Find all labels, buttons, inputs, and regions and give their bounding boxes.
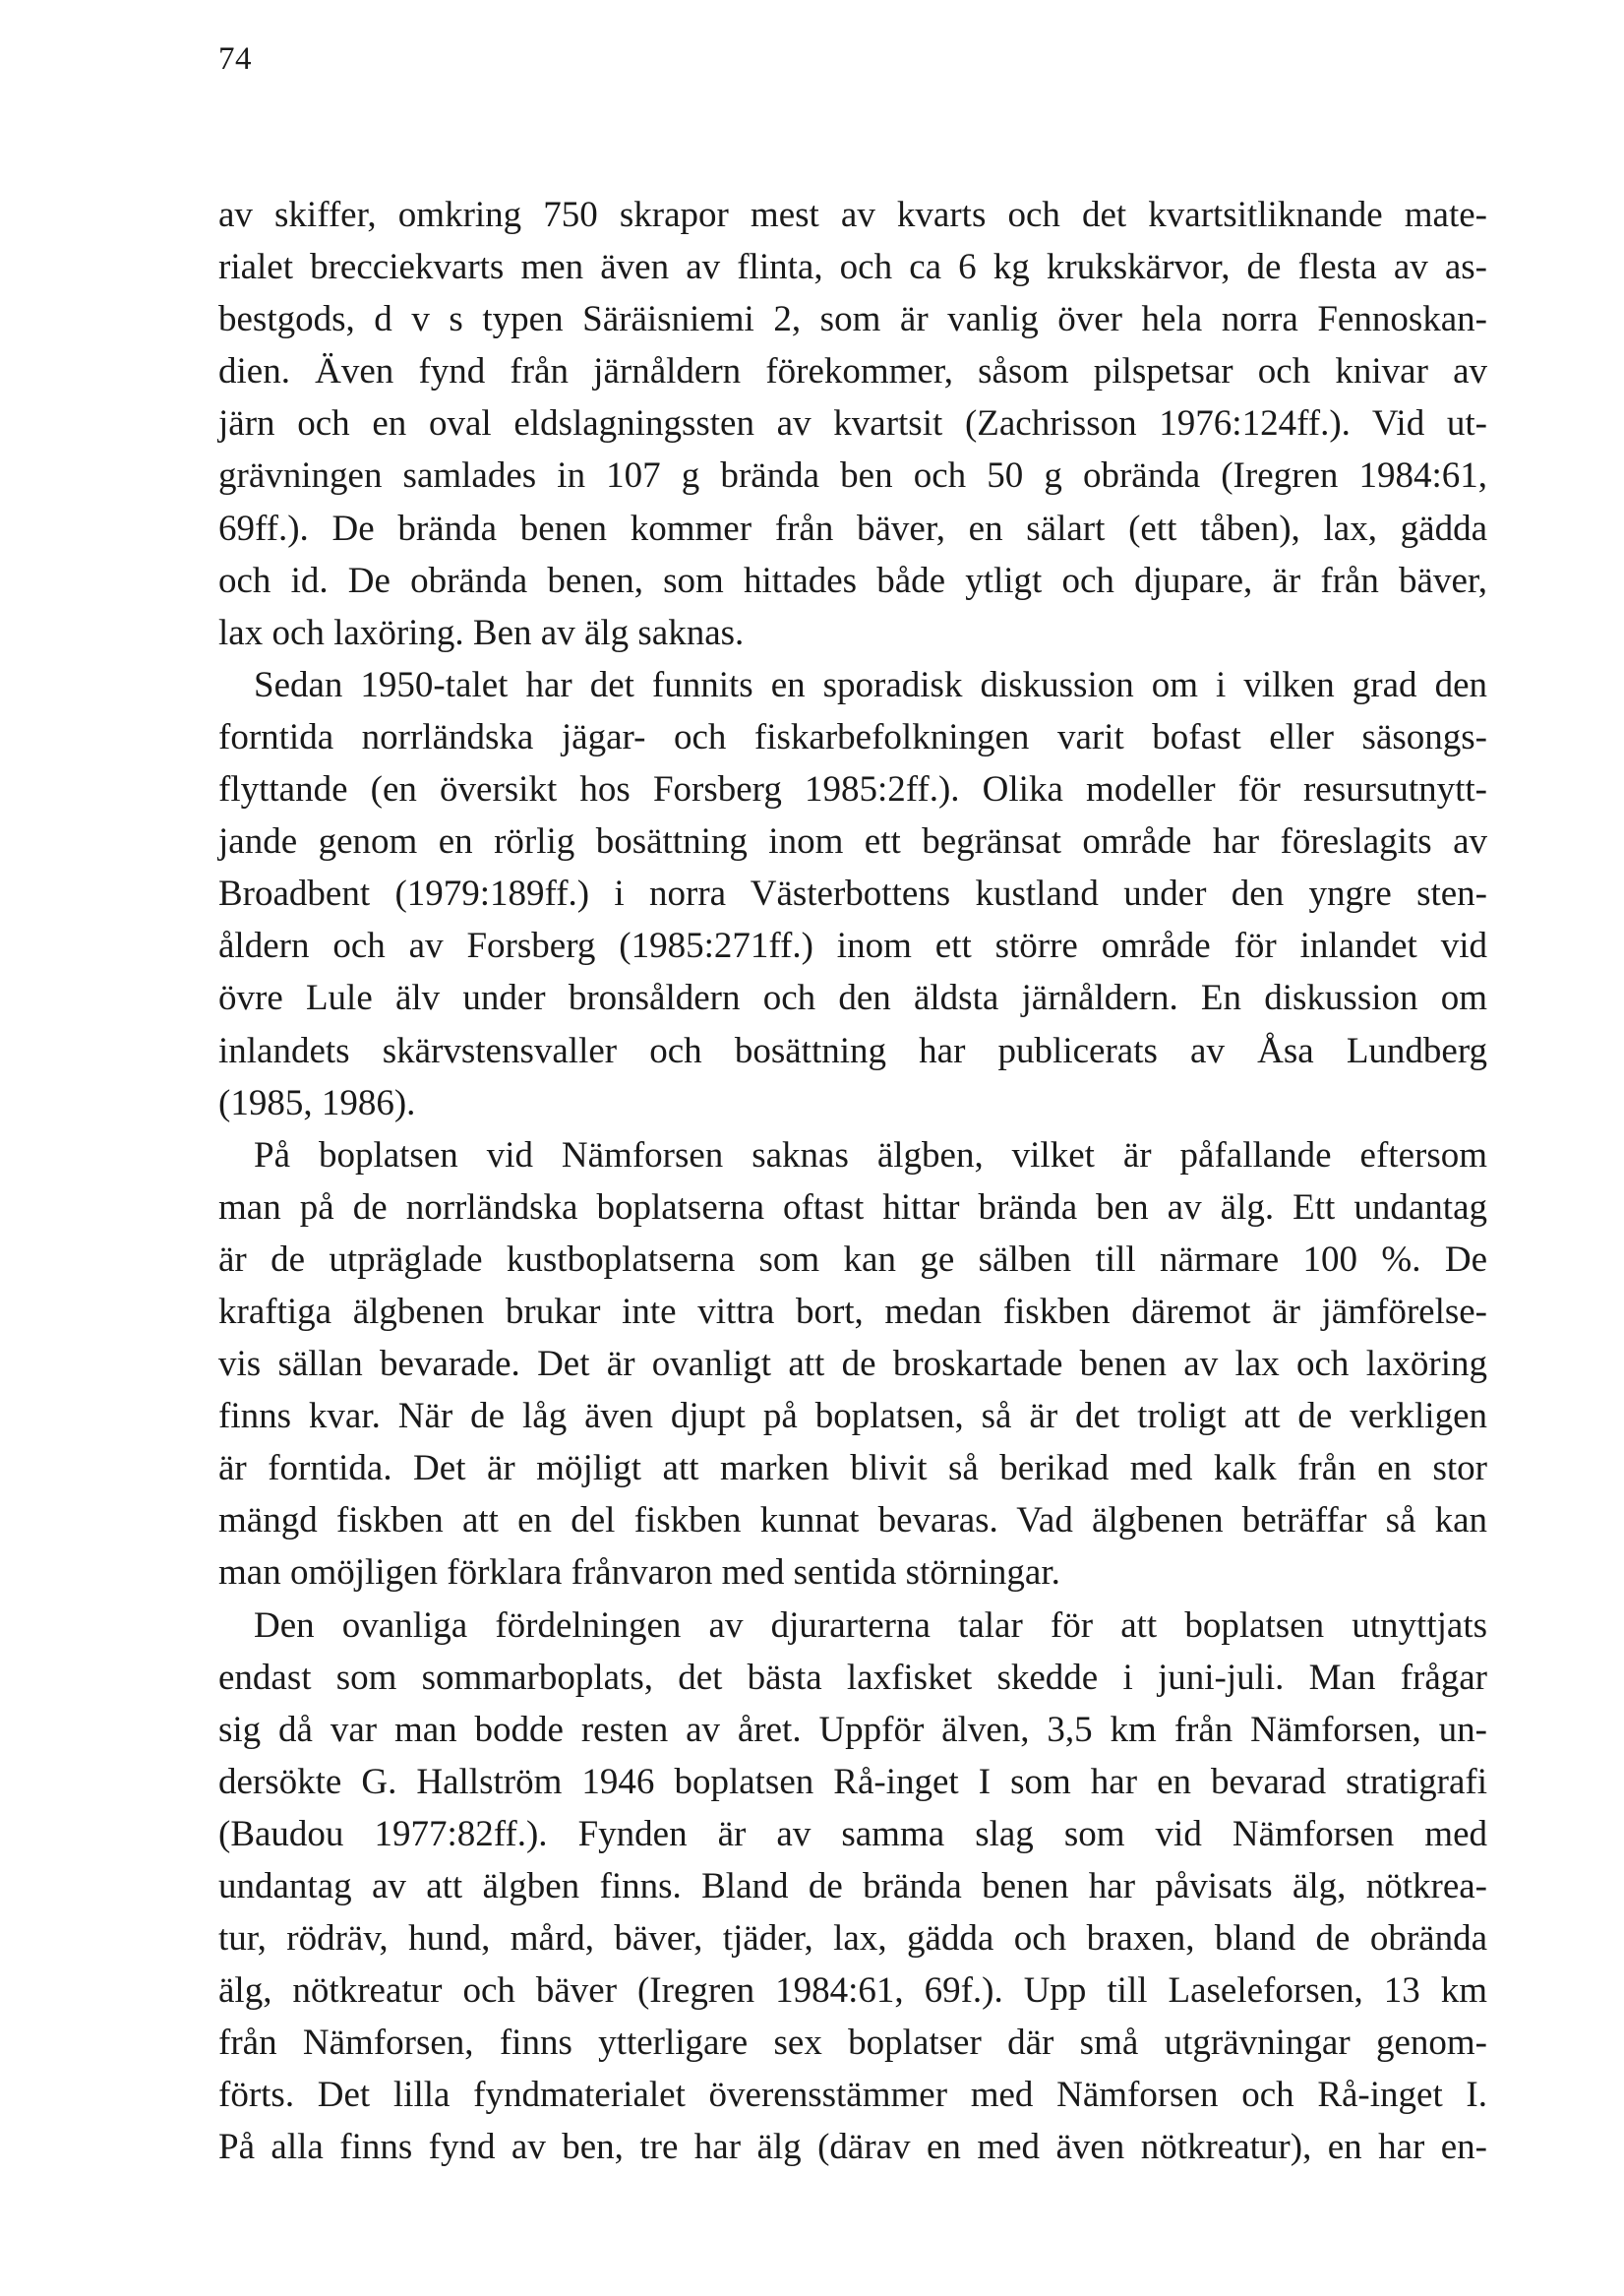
text-line: man på de norrländska boplatserna oftast hittar brända ben av älg. Ett undantag [218, 1186, 1487, 1228]
paragraph [218, 1600, 1487, 2174]
page-number: 74 [218, 41, 252, 77]
text-line: förts. Det lilla fyndmaterialet överensstämmer med Nämforsen och Rå-inget I. [218, 2075, 1487, 2116]
text-line: På alla finns fynd av ben, tre har älg (därav en med även nötkreatur), en har en- [218, 2127, 1487, 2168]
text-line: älg, nötkreatur och bäver (Iregren 1984:61, 69f.). Upp till Laseleforsen, 13 km [218, 1970, 1487, 2012]
text-line: finns kvar. När de låg även djupt på boplatsen, så är det troligt att de verkligen [218, 1396, 1487, 1437]
text-line: och id. De obrända benen, som hittades både ytligt och djupare, är från bäver, [218, 560, 1487, 601]
text-line: rialet brecciekvarts men även av flinta, och ca 6 kg krukskärvor, de flesta av as- [218, 247, 1487, 288]
text-line: tur, rödräv, hund, mård, bäver, tjäder, lax, gädda och braxen, bland de obrända [218, 1918, 1487, 1960]
text-line: åldern och av Forsberg (1985:271ff.) inom ett större område för inlandet vid [218, 926, 1487, 967]
text-line: (Baudou 1977:82ff.). Fynden är av samma slag som vid Nämforsen med [218, 1813, 1487, 1854]
text-line: 69ff.). De brända benen kommer från bäver, en sälart (ett tåben), lax, gädda [218, 508, 1487, 549]
text-line: sig då var man bodde resten av året. Uppför älven, 3,5 km från Nämforsen, un- [218, 1709, 1487, 1750]
text-line: endast som sommarboplats, det bästa laxfisket skedde i juni-juli. Man frågar [218, 1657, 1487, 1698]
text-line: forntida norrländska jägar- och fiskarbefolkningen varit bofast eller säsongs- [218, 716, 1487, 757]
text-line: vis sällan bevarade. Det är ovanligt att de broskartade benen av lax och laxöring [218, 1344, 1487, 1385]
text-line: På boplatsen vid Nämforsen saknas älgben, vilket är påfallande eftersom [254, 1134, 1487, 1176]
text-line: Broadbent (1979:189ff.) i norra Västerbottens kustland under den yngre sten- [218, 874, 1487, 915]
text-line: inlandets skärvstensvaller och bosättning har publicerats av Åsa Lundberg [218, 1030, 1487, 1071]
text-line: är forntida. Det är möjligt att marken blivit så berikad med kalk från en stor [218, 1448, 1487, 1489]
text-line: mängd fiskben att en del fiskben kunnat bevaras. Vad älgbenen beträffar så kan [218, 1500, 1487, 1541]
text-line: undantag av att älgben finns. Bland de brända benen har påvisats älg, nötkrea- [218, 1866, 1487, 1906]
text-line: av skiffer, omkring 750 skrapor mest av kvarts och det kvartsitliknande mate- [218, 195, 1487, 235]
text-line: grävningen samlades in 107 g brända ben och 50 g obrända (Iregren 1984:61, [218, 455, 1487, 497]
text-line: bestgods, d v s typen Säräisniemi 2, som är vanlig över hela norra Fennoskan- [218, 299, 1487, 340]
text-line: man omöjligen förklara frånvaron med sentida störningar. [218, 1552, 1060, 1594]
text-line: järn och en oval eldslagningssten av kvartsit (Zachrisson 1976:124ff.). Vid ut- [218, 403, 1487, 445]
body-text [218, 189, 1487, 2174]
text-line: övre Lule älv under bronsåldern och den äldsta järnåldern. En diskussion om [218, 978, 1487, 1019]
text-line: Sedan 1950-talet har det funnits en sporadisk diskussion om i vilken grad den [254, 664, 1487, 705]
text-line: lax och laxöring. Ben av älg saknas. [218, 612, 745, 653]
paragraph [218, 1129, 1487, 1600]
text-line: (1985, 1986). [218, 1082, 416, 1123]
paragraph [218, 189, 1487, 659]
text-line: Den ovanliga fördelningen av djurarterna talar för att boplatsen utnyttjats [254, 1604, 1487, 1646]
paragraph [218, 659, 1487, 1129]
text-line: flyttande (en översikt hos Forsberg 1985:2ff.). Olika modeller för resursutnytt- [218, 769, 1487, 811]
text-line: är de utpräglade kustboplatserna som kan ge sälben till närmare 100 %. De [218, 1239, 1487, 1280]
text-line: dersökte G. Hallström 1946 boplatsen Rå-inget I som har en bevarad stratigrafi [218, 1761, 1487, 1802]
text-line: dien. Även fynd från järnåldern förekommer, såsom pilspetsar och knivar av [218, 351, 1487, 393]
text-line: från Nämforsen, finns ytterligare sex boplatser där små utgrävningar genom- [218, 2023, 1487, 2064]
text-line: kraftiga älgbenen brukar inte vittra bort, medan fiskben däremot är jämförelse- [218, 1291, 1487, 1332]
text-line: jande genom en rörlig bosättning inom ett begränsat område har föreslagits av [218, 821, 1487, 863]
